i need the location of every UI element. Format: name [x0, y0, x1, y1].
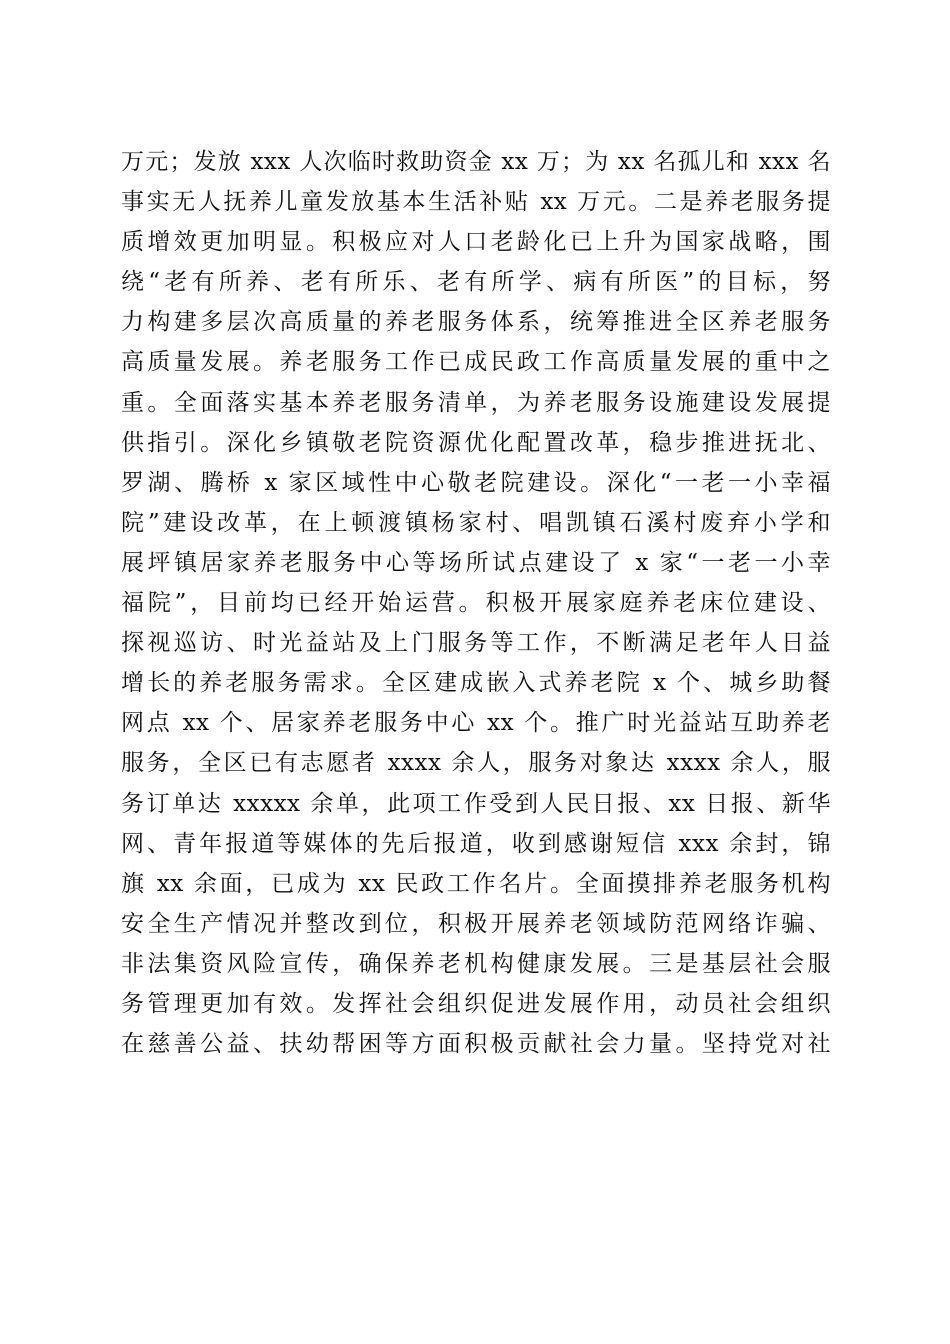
text-line: 服务，全区已有志愿者 xxxx 余人，服务对象达 xxxx 余人，服: [121, 750, 831, 777]
text-line: 在慈善公益、扶幼帮困等方面积极贡献社会力量。坚持党对社: [121, 1031, 831, 1058]
text-line: 旗 xx 余面，已成为 xx 民政工作名片。全面摸排养老服务机构: [121, 870, 831, 897]
text-line: 非法集资风险宣传，确保养老机构健康发展。三是基层社会服: [121, 950, 831, 977]
text-line: 增长的养老服务需求。全区建成嵌入式养老院 x 个、城乡助餐: [121, 670, 831, 697]
text-line: 力构建多层次高质量的养老服务体系，统筹推进全区养老服务: [121, 309, 831, 336]
body-text: [121, 142, 831, 1064]
text-line: 事实无人抚养儿童发放基本生活补贴 xx 万元。二是养老服务提: [121, 189, 831, 216]
text-line: 务管理更加有效。发挥社会组织促进发展作用，动员社会组织: [121, 990, 831, 1017]
text-line: 罗湖、腾桥 x 家区域性中心敬老院建设。深化“一老一小幸福: [121, 469, 831, 496]
text-line: 院”建设改革，在上顿渡镇杨家村、唱凯镇石溪村废弃小学和: [121, 509, 831, 536]
text-line: 安全生产情况并整改到位，积极开展养老领域防范网络诈骗、: [121, 910, 831, 937]
text-line: 质增效更加明显。积极应对人口老龄化已上升为国家战略，围: [121, 229, 831, 256]
text-line: 务订单达 xxxxx 余单，此项工作受到人民日报、xx 日报、新华: [121, 790, 831, 817]
text-line: 福院”，目前均已经开始运营。积极开展家庭养老床位建设、: [121, 590, 831, 617]
text-line: 重。全面落实基本养老服务清单，为养老服务设施建设发展提: [121, 389, 831, 416]
text-line: 网点 xx 个、居家养老服务中心 xx 个。推广时光益站互助养老: [121, 710, 831, 737]
text-line: 万元；发放 xxx 人次临时救助资金 xx 万；为 xx 名孤儿和 xxx 名: [121, 149, 831, 175]
text-line: 探视巡访、时光益站及上门服务等工作，不断满足老年人日益: [121, 630, 831, 657]
text-line: 展坪镇居家养老服务中心等场所试点建设了 x 家“一老一小幸: [121, 549, 831, 576]
text-line: 网、青年报道等媒体的先后报道，收到感谢短信 xxx 余封，锦: [121, 830, 831, 857]
text-line: 高质量发展。养老服务工作已成民政工作高质量发展的重中之: [121, 349, 831, 376]
text-line: 供指引。深化乡镇敬老院资源优化配置改革，稳步推进抚北、: [121, 429, 831, 456]
text-line: 绕“老有所养、老有所乐、老有所学、病有所医”的目标，努: [121, 269, 831, 296]
